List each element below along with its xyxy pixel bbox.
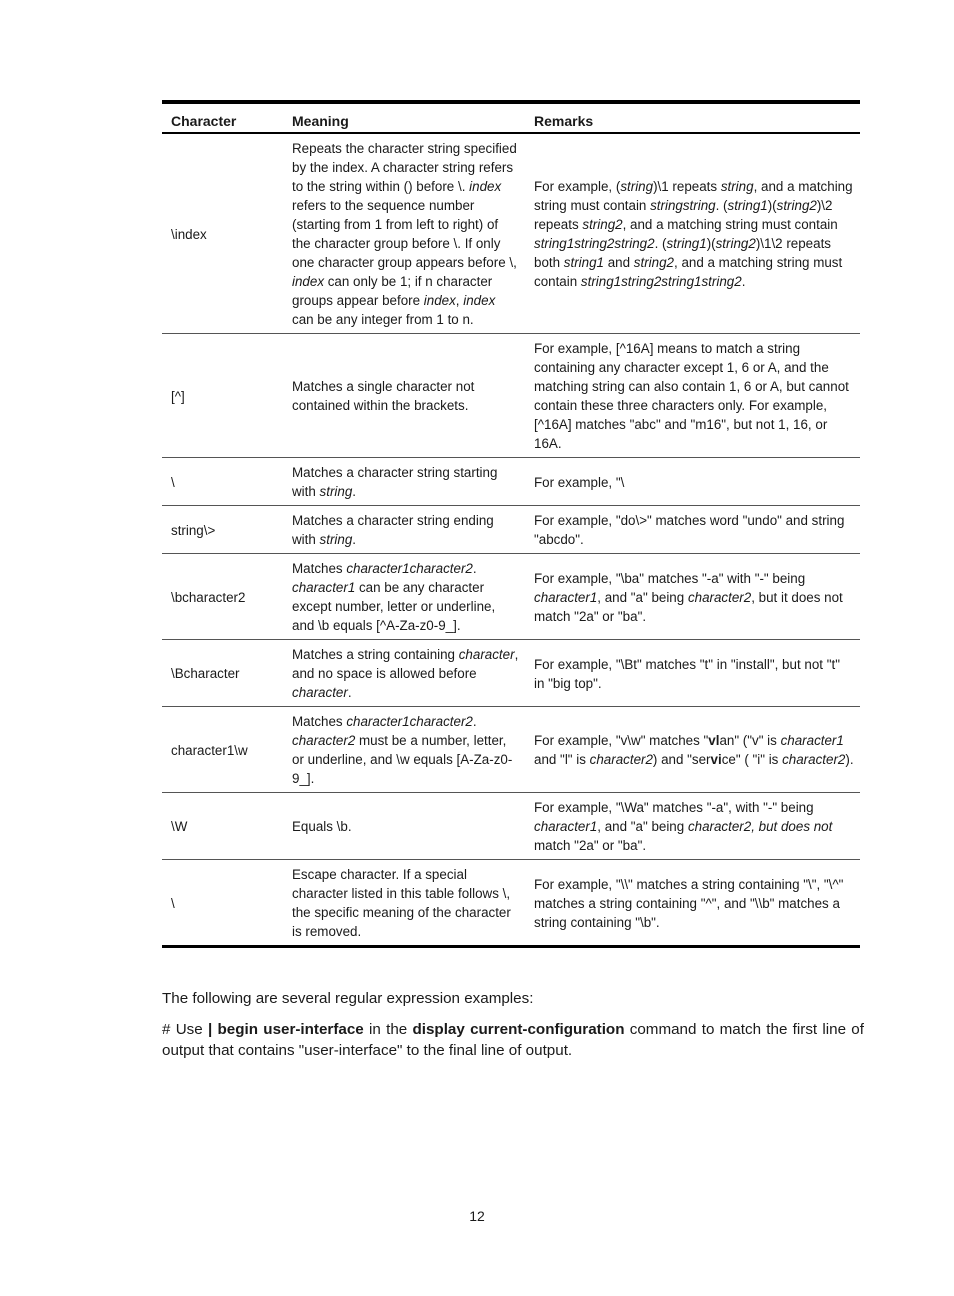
- cell-meaning: Matches a character string starting with string.: [283, 458, 525, 506]
- cell-character: string\>: [162, 506, 283, 554]
- cell-character: \: [171, 895, 175, 911]
- table-row: [162, 133, 860, 334]
- cell-remarks: For example, [^16A] means to match a string containing any character except 1, 6 or A, and the matching string can also contain 1, 6 or A, but cannot contain these three characters only. For example, [^16A] matches "abc" and "m16", but not 1, 16, or 16A.: [525, 334, 860, 458]
- cell-meaning: Matches a single character not contained within the brackets.: [283, 334, 525, 458]
- table-row: [162, 334, 860, 458]
- cell-remarks: For example, "\: [525, 458, 860, 506]
- cell-meaning: Equals \b.: [283, 793, 525, 860]
- table-row: [162, 860, 860, 947]
- table-row: [162, 506, 860, 554]
- cell-meaning: Escape character. If a special character listed in this table follows \, the specific meaning of the character is removed.: [292, 867, 511, 939]
- cell-meaning: Matches a character string ending with string.: [283, 506, 525, 554]
- cell-remarks: For example, "v\w" matches "vlan" ("v" is character1 and "l" is character2) and "service" ( "i" is character2).: [525, 707, 860, 793]
- cell-character: \Bcharacter: [162, 640, 283, 707]
- cell-remarks: For example, (string)\1 repeats string, and a matching string must contain stringstring. (string1)(string2)\2 repeats string2, and a matching string must contain string1string2string2. (string1)(string2)\1\2 repeats both string1 and string2, and a matching string must contain string1string2string1string2.: [525, 133, 860, 334]
- table-row: [162, 793, 860, 860]
- header-meaning: Meaning: [283, 102, 525, 133]
- header-remarks: Remarks: [525, 102, 860, 133]
- table-row: [162, 640, 860, 707]
- cell-remarks: For example, "\ba" matches "-a" with "-" being character1, and "a" being character2, but it does not match "2a" or "ba".: [525, 554, 860, 640]
- cell-meaning: Matches character1character2. character1 can be any character except number, letter or underline, and \b equals [^A-Za-z0-9_].: [283, 554, 525, 640]
- cell-character: [^]: [162, 334, 283, 458]
- cell-remarks: For example, "\Wa" matches "-a", with "-" being character1, and "a" being character2, but does not match "2a" or "ba".: [525, 793, 860, 860]
- cell-meaning: Matches a string containing character, and no space is allowed before character.: [283, 640, 525, 707]
- cell-character: \index: [162, 133, 283, 334]
- cell-remarks: For example, "do\>" matches word "undo" and string "abcdo".: [525, 506, 860, 554]
- intro-paragraph: The following are several regular expression examples:: [162, 990, 534, 1007]
- example-paragraph: # Use | begin user-interface in the display current-configuration command to match the first line of output that contains "user-interface" to the final line of output.: [162, 1021, 864, 1059]
- cell-meaning: Repeats the character string specified by the index. A character string refers to the string within () before \. index refers to the sequence number (starting from 1 from left to right) of the character group before \. If only one character group appears before \, index can only be 1; if n character groups appear before index, index can be any integer from 1 to n.: [283, 133, 525, 334]
- table-row: [162, 458, 860, 506]
- regex-characters-table: [162, 100, 860, 948]
- cell-meaning: Matches character1character2. character2 must be a number, letter, or underline, and \w equals [A-Za-z0-9_].: [283, 707, 525, 793]
- table-body: [162, 133, 860, 947]
- cell-character: character1\w: [162, 707, 283, 793]
- table-header-row: [162, 102, 860, 133]
- table-row: [162, 707, 860, 793]
- table-row: [162, 554, 860, 640]
- cell-character: \bcharacter2: [162, 554, 283, 640]
- header-character: Character: [162, 102, 283, 133]
- cell-character: \: [162, 458, 283, 506]
- page-number: 12: [469, 1208, 485, 1224]
- cell-remarks: For example, "\\" matches a string containing "\", "\^" matches a string containing "^", and "\\b" matches a string containing "\b".: [534, 876, 844, 930]
- cell-remarks: For example, "\Bt" matches "t" in "install", but not "t" in "big top".: [525, 640, 860, 707]
- cell-character: \W: [162, 793, 283, 860]
